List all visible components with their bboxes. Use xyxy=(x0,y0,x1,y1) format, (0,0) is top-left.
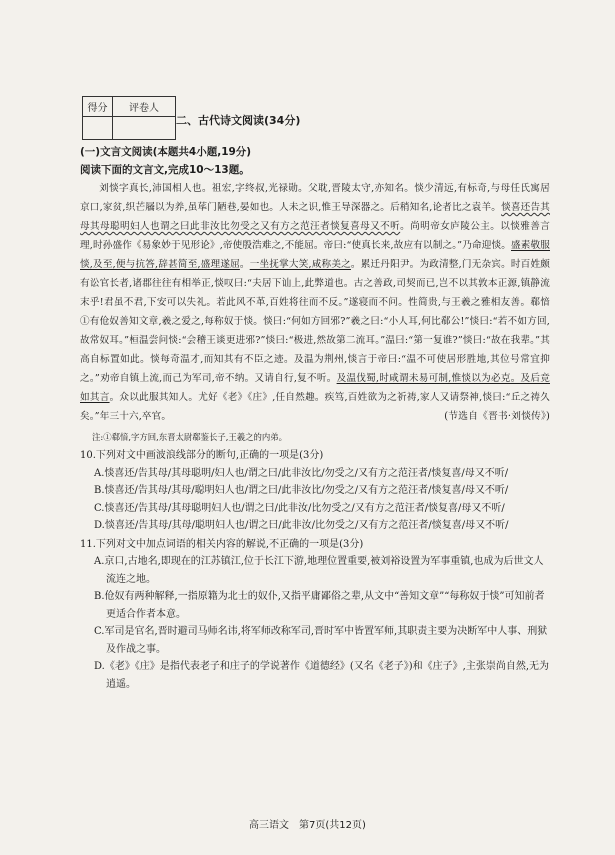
underlined-sentence-3: 及温伐蜀,时咸谓未易可制,惟惔以为必克。及后竞如其言 xyxy=(80,373,550,403)
footnote: 注:①郗愔,字方回,东晋太尉郗鉴长子,王羲之的内弟。 xyxy=(92,432,288,442)
instruction: 阅读下面的文言文,完成10～13题。 xyxy=(80,164,250,176)
passage-text: 。 xyxy=(239,259,250,270)
content xyxy=(80,143,550,693)
question-stem: 10.下列对文中画波浪线部分的断句,正确的一项是(3分) xyxy=(80,450,324,461)
passage-text: 刘惔字真长,沛国相人也。祖宏,字终叔,光禄勋。父耽,晋陵太守,亦知名。惔少清远,有标奇,与母任氏寓居京口,家贫,织芒屩以为养,虽荜门陋巷,晏如也。人未之识,惟王导深器之。后稍知名,论者比之袁羊。 xyxy=(80,183,550,213)
question-11 xyxy=(80,536,550,694)
sub-title: (一)文言文阅读(本题共4小题,19分) xyxy=(80,146,252,158)
page-footer: 高三语文 第7页(共12页) xyxy=(249,820,366,831)
option-a: A.京口,古地名,即现在的江苏镇江,位于长江下游,地理位置重要,被刘裕设置为军事重镇,也成为后世文人流连之地。 xyxy=(94,556,544,585)
grader-label: 评卷人 xyxy=(113,97,175,117)
grader-blank xyxy=(113,117,175,139)
option-d: D.惔喜还/告其母/其母/聪明妇人也/谓之曰/此非汝/比勿受之/又有方之范汪者/惔复喜/母又不听/ xyxy=(94,520,509,531)
option-c: C.军司是官名,晋时避司马师名讳,将军师改称军司,晋时军中皆置军师,其职责主要为决断军中人事、刑狱及作战之事。 xyxy=(94,626,548,655)
underlined-sentence-1: 盛素敬服惔,及至,便与抗答,辞甚简至,盛理遂屈 xyxy=(80,240,550,270)
source-citation: (节选自《晋书·刘惔传》) xyxy=(444,411,550,422)
passage-text: 。众以此服其知人。尤好《老》《庄》,任自然趣。疾笃,百姓欲为之祈祷,家人又请祭神,惔曰:“丘之祷久矣。”年三十六,卒官。 xyxy=(80,392,551,422)
section-title: 二、古代诗文阅读(34分) xyxy=(176,114,301,127)
score-blank xyxy=(83,117,113,139)
wavy-underlined-text: 惔喜还告其母其母聪明妇人也谓之曰此非汝比勿受之又有方之范汪者惔复喜母又不听 xyxy=(80,202,550,232)
underlined-sentence-2: 一坐抚掌大笑,咸称美之 xyxy=(249,259,351,270)
option-b: B.伧奴有两种解释,一指原籍为北士的奴仆,又指平庸鄙俗之辈,从文中“善知文章”“每称奴于惔”可知前者更适合作者本意。 xyxy=(94,591,545,620)
score-label: 得分 xyxy=(83,97,113,117)
question-10 xyxy=(80,447,550,535)
passage-paragraph xyxy=(80,179,550,426)
option-b: B.惔喜还/告其母/其母/聪明妇人也/谓之曰/此非汝比/勿受之/又有方之范汪者/惔复喜/母又不听/ xyxy=(94,485,509,496)
option-c: C.惔喜还/告其母/其母聪明妇人也/谓之曰/此非汝/比勿受之/又有方之范汪者/惔复喜/母又不听/ xyxy=(94,502,505,514)
question-stem: 11.下列对文中加点词语的相关内容的解说,不正确的一项是(3分) xyxy=(80,538,364,550)
score-box xyxy=(82,96,176,140)
passage-text: 。尚明帝女庐陵公主。以惔雅善言理,时孙盛作《易象妙于见形论》,帝使殷浩难之,不能屈。帝曰:“使真长来,故应有以制之。”乃命迎惔。 xyxy=(80,221,550,251)
option-a: A.惔喜还/告其母/其母聪明/妇人也/谓之曰/此非汝比/勿受之/又有方之范汪者/惔复喜/母又不听/ xyxy=(94,467,509,479)
option-d: D.《老》《庄》是指代表老子和庄子的学说著作《道德经》(又名《老子》)和《庄子》,主张崇尚自然,无为逍遥。 xyxy=(94,661,549,690)
passage xyxy=(80,179,550,426)
passage-text: 。累迁丹阳尹。为政清整,门无杂宾。时百姓颇有讼官长者,诸郡往往有相举正,惔叹曰:“夫居下讪上,此弊道也。古之善政,司契而已,岂不以其敦本正源,镇静流末乎!君虽不君,下安可以失礼。若此风不革,百姓将往而不反。”遂寝而不问。性简贵,与王羲之雅相友善。郗愔①有伧奴善知文章,羲之爱之,每称奴于惔。惔曰:“何如方回邪?”羲之曰:“小人耳,何比郗公!”惔曰:“若不如方回,故常奴耳。”桓温尝问惔:“会稽王谈更进邪?”惔曰:“极进,然故第二流耳。”温曰:“第一复谁?”惔曰:“故在我辈。”其高自标置如此。惔每奇温才,而知其有不臣之迹。及温为荆州,惔言于帝曰:“温不可使居形胜地,其位号常宜抑之。”劝帝自镇上流,而己为军司,帝不纳。又请自行,复不听。 xyxy=(80,259,551,384)
